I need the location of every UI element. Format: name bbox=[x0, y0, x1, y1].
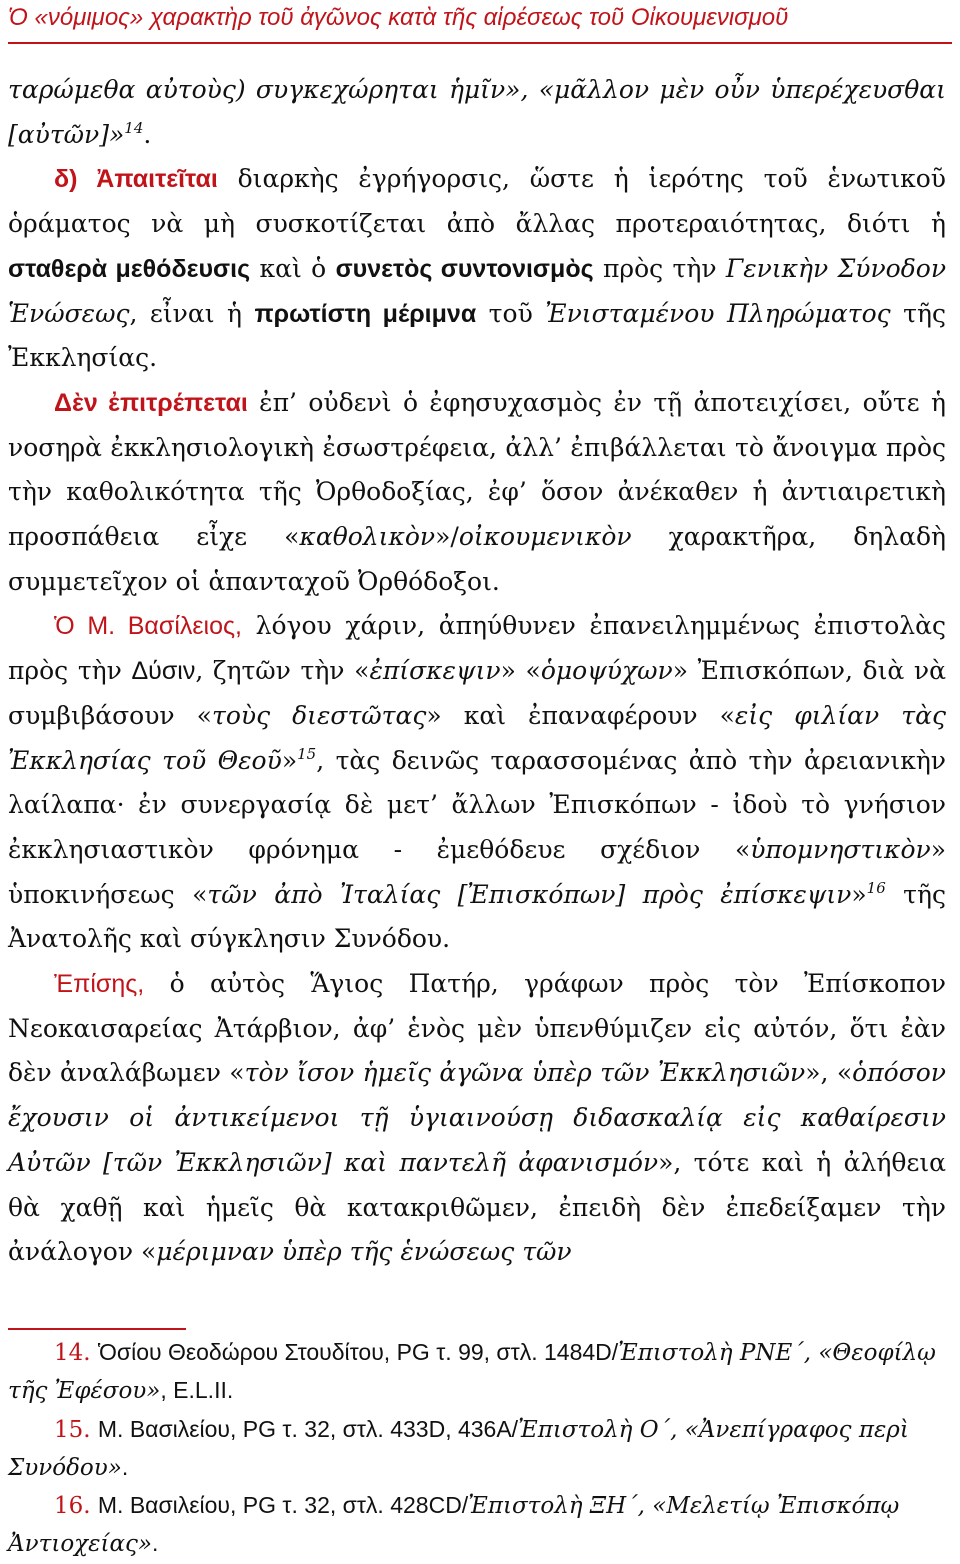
footnote-work: Ἐπιστολὴ ΡΝΕ΄, «Θεοφίλῳ τῆς Ἐφέσου» bbox=[8, 1340, 936, 1405]
text-run: . bbox=[143, 119, 152, 149]
italic-text: τὸν ἴσον ἡμεῖς ἀγῶνα ὑπὲρ τῶν Ἐκκλησιῶν bbox=[244, 1058, 806, 1088]
italic-text: μέριμναν ὑπὲρ τῆς ἑνώσεως τῶν bbox=[156, 1237, 572, 1267]
text-run: », « bbox=[805, 1058, 853, 1088]
footnote-author: Ὁσίου Θεοδώρου Στουδίτου bbox=[97, 1339, 384, 1365]
text-run: » Ἐπισκόπων, διὰ νὰ συμβιβάσουν « bbox=[8, 656, 946, 730]
body-text bbox=[8, 68, 946, 1275]
footnote-rule bbox=[8, 1328, 186, 1330]
italic-text: εἰς φιλίαν τὰς Ἐκκλησίας τοῦ Θεοῦ bbox=[8, 700, 946, 775]
text-run: », τότε καὶ ἡ ἀλήθεια θὰ χαθῇ καὶ ἡμεῖς θὰ κατακριθῶμεν, ἐπειδὴ δὲν ἐπεδείξαμεν τὴν ἀνάλογον « bbox=[8, 1147, 947, 1267]
footnotes bbox=[8, 1334, 946, 1564]
text-run: , ζητῶν τὴν « bbox=[195, 656, 370, 686]
section-label: Ἐπίσης, bbox=[54, 970, 145, 999]
text-run: τοῦ bbox=[476, 298, 546, 328]
text-run: » καὶ ἐπαναφέρουν « bbox=[426, 700, 735, 730]
text-run: » « bbox=[500, 656, 541, 686]
paragraph-5 bbox=[8, 962, 946, 1275]
emphasis-text: συνετὸς συντονισμὸς bbox=[335, 254, 594, 283]
paragraph-3 bbox=[8, 381, 946, 605]
text-run: τῆς Ἐκκλησίας. bbox=[8, 298, 946, 373]
text-run: ἐπ’ οὐδενὶ ὁ ἐφησυχασμὸς ἐν τῇ ἀποτειχίσει, οὔτε ἡ νοσηρὰ ἐκκλησιολογικὴ ἐσωστρέφεια, ἀλλ’ ἐπιβάλλεται τὸ ἄνοιγμα πρὸς τὴν καθολικότητα τῆς Ὀρθοδοξίας, ἐφ’ ὅσον ἀνέκαθεν ἡ ἀντιαιρετικὴ προσπάθεια εἶχε « bbox=[8, 387, 946, 552]
emphasis-text: Δύσιν bbox=[131, 657, 196, 686]
emphasis-text: πρωτίστη μέριμνα bbox=[254, 299, 477, 328]
italic-text: καθολικὸν bbox=[299, 522, 436, 552]
quote-text: ταρώμεθα αὐτοὺς) συγκεχώρηται ἡμῖν», «μᾶλλον μὲν οὖν ὑπερέχευσθαι [αὐτῶν]» bbox=[8, 75, 946, 149]
footnote-work: Ἐπιστολὴ Ο΄, «Ἀνεπίγραφος περὶ Συνόδου» bbox=[8, 1416, 909, 1481]
header-rule bbox=[8, 42, 952, 44]
text-run: »/ bbox=[435, 522, 459, 552]
text-run: τῆς Ἀνατολῆς καὶ σύγκλησιν Συνόδου. bbox=[8, 879, 946, 954]
paragraph-1 bbox=[8, 68, 946, 157]
footnote-author: Μ. Βασιλείου bbox=[97, 1492, 231, 1519]
footnote-14 bbox=[8, 1334, 946, 1411]
footnote-number: 16. bbox=[54, 1493, 91, 1520]
text-run: » bbox=[281, 745, 298, 775]
footnote-number: 15. bbox=[54, 1416, 91, 1443]
text-run: » bbox=[851, 879, 867, 909]
footnote-16 bbox=[8, 1487, 946, 1564]
section-label: Ὁ Μ. Βασίλειος, bbox=[54, 612, 242, 641]
emphasis-text: σταθερὰ μεθόδευσις bbox=[8, 254, 251, 283]
italic-text: Γενικὴν Σύνοδον Ἑνώσεως bbox=[8, 253, 947, 328]
footnote-reference: , PG τ. 99, στλ. 1484D/ bbox=[383, 1339, 619, 1365]
paragraph-2 bbox=[8, 157, 946, 381]
text-run: , εἶναι ἡ bbox=[129, 298, 255, 328]
italic-text: τῶν ἀπὸ Ἰταλίας [Ἐπισκόπων] πρὸς ἐπίσκεψιν bbox=[207, 879, 852, 909]
section-label: Δὲν ἐπιτρέπεται bbox=[54, 388, 248, 417]
footnote-author: Μ. Βασιλείου bbox=[97, 1415, 231, 1442]
italic-text: ὁμοψύχων bbox=[540, 656, 673, 686]
text-run: λόγου χάριν, ἀπηύθυνεν ἐπανειλημμένως ἐπιστολὰς πρὸς τὴν bbox=[8, 611, 946, 686]
footnote-tail: . bbox=[121, 1453, 129, 1480]
footnote-number: 14. bbox=[54, 1340, 91, 1366]
footnote-work: Ἐπιστολὴ ΞΗ΄, «Μελετίῳ Ἐπισκόπῳ Ἀντιοχείας» bbox=[8, 1493, 900, 1558]
footnote-tail: . bbox=[151, 1530, 159, 1557]
section-label: δ) Ἀπαιτεῖται bbox=[54, 165, 218, 194]
footnote-reference: , PG τ. 32, στλ. 428CD/ bbox=[230, 1492, 469, 1519]
footnote-reference: , PG τ. 32, στλ. 433D, 436A/ bbox=[230, 1415, 519, 1442]
text-run: χαρακτῆρα, δηλαδὴ συμμετεῖχον οἱ ἁπανταχοῦ Ὀρθόδοξοι. bbox=[8, 522, 946, 596]
text-run: πρὸς τὴν bbox=[593, 253, 726, 283]
italic-text: ὑπομνηστικὸν bbox=[750, 834, 931, 864]
text-run: ὁ αὐτὸς Ἅγιος Πατήρ, γράφων πρὸς τὸν Ἐπίσκοπον Νεοκαισαρείας Ἀτάρβιον, ἀφ’ ἑνὸς μὲν ὑπενθύμιζεν εἰς αὐτόν, ὅτι ἐὰν δὲν ἀναλάβωμεν « bbox=[8, 969, 946, 1088]
text-run: » ὑποκινήσεως « bbox=[8, 834, 946, 909]
italic-text: οἰκουμενικὸν bbox=[458, 522, 632, 552]
footnote-15 bbox=[8, 1411, 946, 1488]
italic-text: ἐπίσκεψιν bbox=[369, 656, 501, 686]
footnote-ref-16[interactable]: 16 bbox=[866, 878, 886, 897]
text-run: , τὰς δεινῶς ταρασσομένας ἀπὸ τὴν ἀρειανικὴν λαίλαπα· ἐν συνεργασίᾳ δὲ μετ’ ἄλλων Ἐπισκόπων - ἰδοὺ τὸ γνήσιον ἐκκλησιαστικὸν φρόνημα - ἐμεθόδευε σχέδιον « bbox=[8, 745, 947, 864]
text-run: διαρκὴς ἐγρήγορσις, ὥστε ἡ ἱερότης τοῦ ἑνωτικοῦ ὁράματος νὰ μὴ συσκοτίζεται ἀπὸ ἄλλας προτεραιότητας, διότι ἡ bbox=[8, 164, 946, 239]
footnote-ref-15[interactable]: 15 bbox=[297, 744, 317, 763]
footnote-tail: , E.L.II. bbox=[160, 1377, 234, 1404]
italic-text: τοὺς διεστῶτας bbox=[211, 700, 427, 730]
footnote-ref-14[interactable]: 14 bbox=[124, 118, 144, 137]
italic-text: Ἐνισταμένου Πληρώματος bbox=[545, 298, 891, 328]
italic-text: ὁπόσον ἔχουσιν οἱ ἀντικείμενοι τῇ ὑγιαινούσῃ διδασκαλίᾳ εἰς καθαίρεσιν Αὐτῶν [τῶν Ἐκκλησιῶν] καὶ παντελῆ ἀφανισμόν bbox=[8, 1058, 947, 1177]
running-header: Ὁ «νόμιμος» χαρακτὴρ τοῦ ἀγῶνος κατὰ τῆς αἱρέσεως τοῦ Οἰκουμενισμοῦ bbox=[8, 4, 789, 31]
text-run: καὶ ὁ bbox=[250, 253, 336, 283]
paragraph-4 bbox=[8, 604, 946, 962]
